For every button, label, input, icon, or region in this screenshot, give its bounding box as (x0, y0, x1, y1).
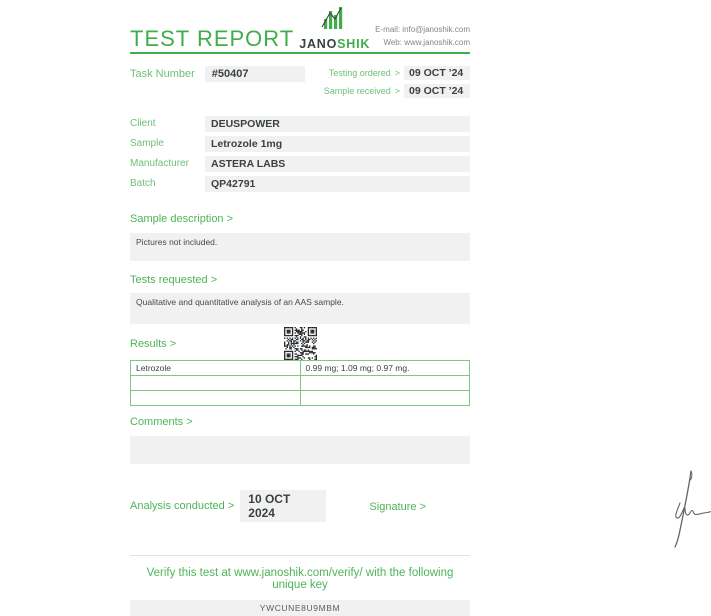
signature-image (653, 461, 711, 549)
client-value: DEUSPOWER (205, 116, 470, 132)
bar-chart-logo-icon (319, 6, 351, 36)
client-label: Client (130, 118, 156, 129)
report-header (130, 0, 470, 52)
contact-info (375, 24, 470, 52)
sample-received-value: 09 OCT ’24 (404, 84, 470, 98)
brand-name (299, 37, 370, 51)
manufacturer-value: ASTERA LABS (205, 156, 470, 172)
results-section (130, 327, 470, 406)
sample-info-block (130, 116, 470, 192)
result-substance (131, 376, 301, 391)
signature-label: Signature > (369, 501, 426, 513)
comments-heading: Comments > (130, 416, 193, 428)
result-substance (131, 391, 301, 406)
footer-divider (130, 555, 470, 556)
task-number-label: Task Number (130, 68, 195, 80)
analysis-conducted-label: Analysis conducted > (130, 500, 235, 512)
arrow-glyph: > (394, 68, 400, 78)
result-substance: Letrozole (131, 361, 301, 376)
task-number-value: #50407 (205, 66, 305, 82)
table-row (131, 376, 470, 391)
page-title: TEST REPORT (130, 26, 295, 51)
sample-received-row (324, 84, 470, 98)
testing-ordered-value: 09 OCT ’24 (404, 66, 470, 80)
sample-value: Letrozole 1mg (205, 136, 470, 152)
arrow-glyph: > (394, 86, 400, 96)
qr-code (284, 327, 317, 360)
sample-received-label: Sample received (323, 86, 391, 96)
brand-logo (299, 6, 370, 51)
contact-email: E-mail: info@janoshik.com (375, 25, 470, 35)
tests-requested-box: Qualitative and quantitative analysis of an AAS sample. (130, 293, 470, 324)
sample-description-box: Pictures not included. (130, 233, 470, 261)
info-row-sample (130, 136, 470, 152)
unique-key-value: YWCUNE8U9MBM (130, 600, 470, 616)
header-divider (130, 52, 470, 54)
testing-ordered-label: Testing ordered (328, 68, 391, 78)
task-number-group (130, 66, 305, 82)
sample-description-heading: Sample description > (130, 213, 234, 225)
table-row (131, 391, 470, 406)
task-row (130, 66, 470, 98)
manufacturer-label: Manufacturer (130, 158, 189, 169)
info-row-batch (130, 176, 470, 192)
result-value (300, 391, 470, 406)
testing-ordered-row (324, 66, 470, 80)
results-heading: Results > (130, 338, 177, 350)
signature-group (369, 497, 470, 515)
brand-name-dark: JANO (299, 37, 338, 51)
dates-group (324, 66, 470, 98)
batch-label: Batch (130, 178, 156, 189)
table-row (131, 361, 470, 376)
results-table (130, 360, 470, 406)
report-content (130, 0, 470, 616)
info-row-manufacturer (130, 156, 470, 172)
bottom-fields-row (130, 490, 470, 522)
brand-name-green: SHIK (337, 37, 371, 51)
sample-label: Sample (130, 138, 164, 149)
batch-value: QP42791 (205, 176, 470, 192)
analysis-conducted-value: 10 OCT 2024 (240, 490, 326, 522)
comments-box (130, 436, 470, 464)
analysis-group (130, 490, 326, 522)
contact-web: Web: www.janoshik.com (383, 37, 470, 47)
result-value (300, 376, 470, 391)
verify-text: Verify this test at www.janoshik.com/verify/ with the following unique key (146, 567, 454, 591)
result-value: 0.99 mg; 1.09 mg; 0.97 mg. (300, 361, 470, 376)
info-row-client (130, 116, 470, 132)
tests-requested-heading: Tests requested > (130, 274, 218, 286)
